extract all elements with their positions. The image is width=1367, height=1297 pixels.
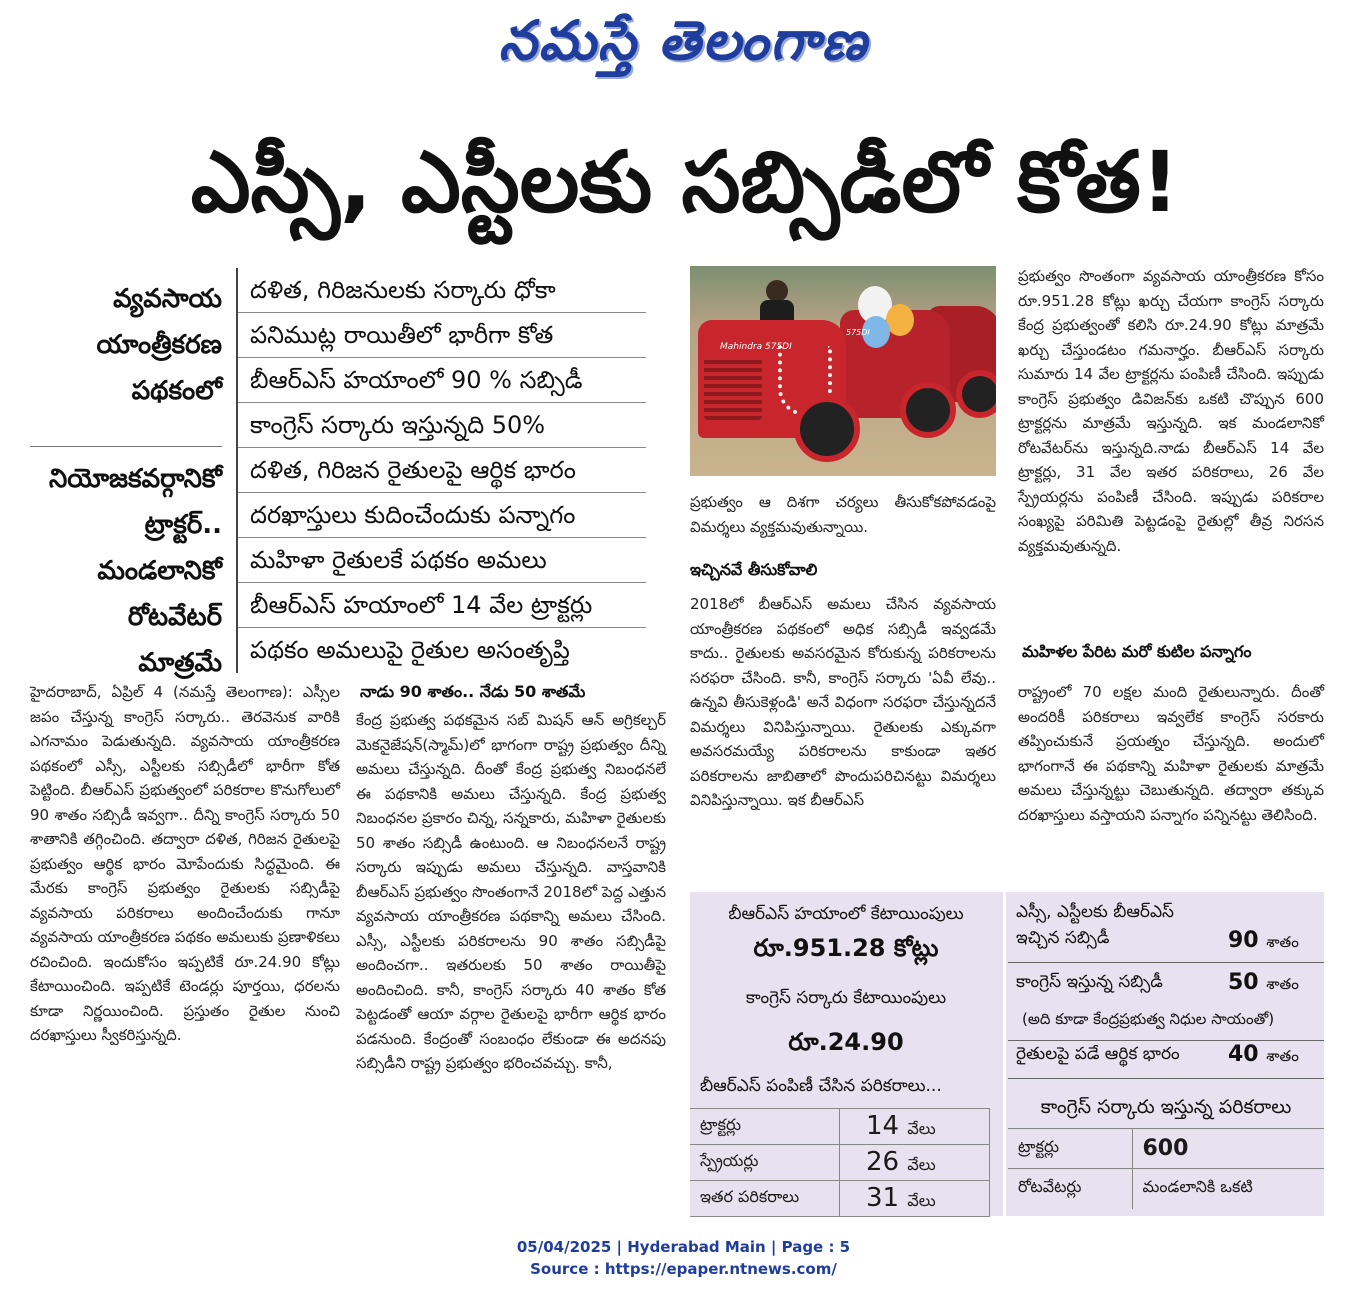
kicker-line: మండలానికో [97,556,222,586]
factbox-divider [1003,892,1006,1216]
subhead-mahilala: మహిళల పేరిట మరో కుటిల పన్నాగం [1022,642,1252,661]
brs-alloc-value: రూ.951.28 కోట్లు [753,934,939,962]
burden-percent [1228,1042,1299,1069]
brs-subsidy-percent [1228,928,1299,955]
highlight-item: దరఖాస్తులు కుదించేందుకు పన్నాగం [238,493,646,538]
equipment-unit: వేలు [907,1119,936,1138]
brs-alloc-label: బీఆర్ఎస్ హయాంలో కేటాయింపులు [728,904,964,924]
equipment-count-cell [840,1145,990,1181]
tractor-photo [690,266,996,476]
equipment-count-cell [840,1181,990,1217]
percent-unit: శాతం [1266,1047,1299,1065]
kicker-line: పథకంలో [131,376,222,406]
table-row [690,1181,990,1217]
highlight-item: పనిముట్ల రాయితీలో భారీగా కోత [238,313,646,358]
cong-alloc-label: కాంగ్రెస్ సర్కారు కేటాయింపులు [745,988,947,1008]
article-column-3: 2018లో బీఆర్ఎస్ అమలు చేసిన వ్యవసాయ యాంత్రీకరణ పథకంలో అధిక సబ్సిడీ ఇవ్వడమే కాదు.. రైతులకు అవసరమైన కోరుకున్న పరికరాలను సరఫరా చేసింది. కానీ, కాంగ్రెస్ సర్కారు 'ఏవీ లేవు.. ఉన్నవి తీసుకెళ్లండి' అనే విధంగా సరఫరా చేస్తున్నదనే విమర్శలు వినిపిస్తున్నాయి. రైతులకు ఎక్కువగా అవసరమయ్యే పరికరాలను కాకుండా ఇతర పరికరాలను జాబితాలో పొందుపరిచినట్టు విమర్శలు వినిపిస్తున్నాయి. ఇక బీఆర్ఎస్ [690,595,996,809]
percent-value: 50 [1228,970,1259,995]
percent-unit: శాతం [1266,933,1299,951]
photo-balloon [886,304,914,336]
factbox-left [690,892,1002,1216]
highlight-item: మహిళా రైతులకే పథకం అమలు [238,538,646,583]
factbox-right [1008,892,1324,1216]
equipment-name: ట్రాక్టర్లు [1008,1129,1132,1169]
kicker-line: రోటవేటర్ [127,602,222,632]
kicker-line: వ్యవసాయ [113,284,222,314]
table-row [690,1145,990,1181]
cong-equipment-label: కాంగ్రెస్ సర్కారు ఇస్తున్న పరికరాలు [1040,1096,1292,1118]
percent-value: 90 [1228,928,1259,953]
factbox [690,892,1324,1216]
photo-wheel [900,382,956,438]
highlight-item: దళిత, గిరిజనులకు సర్కారు ధోకా [238,268,646,313]
footer-date-edition: 05/04/2025 | Hyderabad Main | Page : 5 [516,1238,851,1256]
photo-tractor-grille [704,358,762,420]
footer [0,1236,1367,1280]
photo-wheel [956,370,996,418]
burden-label: రైతులపై పడే ఆర్థిక భారం [1016,1044,1180,1064]
highlight-item: బీఆర్ఎస్ హయాంలో 90 % సబ్సిడీ [238,358,646,403]
table-row [1008,1169,1324,1209]
highlight-item: కాంగ్రెస్ సర్కారు ఇస్తున్నది 50% [238,403,646,448]
equipment-count: 14 [866,1111,900,1141]
kicker-divider [30,446,222,447]
equipment-value: మండలానికి ఒకటి [1132,1169,1324,1209]
kicker-line: నియోజకవర్గానికో [49,464,222,494]
footer-source: Source : https://epaper.ntnews.com/ [530,1260,837,1278]
article-column-1: హైదరాబాద్, ఏప్రిల్ 4 (నమస్తే తెలంగాణ): ఎస్సీల జపం చేస్తున్న కాంగ్రెస్ సర్కారు.. తెరవెనుక వారికి ఎగనామం పెడుతున్నది. వ్యవసాయ యాంత్రీకరణ పథకంలో ఎస్సీ, ఎస్టీలకు సబ్సిడీలో భారీగా కోత పెట్టింది. బీఆర్ఎస్ ప్రభుత్వంలో పరికరాల కొనుగోలులో 90 శాతం సబ్సిడీ ఇవ్వగా.. దీన్ని కాంగ్రెస్ సర్కారు 50 శాతానికి తగ్గించింది. తద్వారా దళిత, గిరిజన రైతులపై ప్రభుత్వం ఆర్థిక భారం మోపేందుకు సిద్ధమైంది. ఈ మేరకు కాంగ్రెస్ ప్రభుత్వం రైతులకు సబ్సిడీపై వ్యవసాయ పరికరాలు అందించేందుకు గానూ వ్యవసాయ యాంత్రీకరణ పథకం అమలుకు ప్రణాళికలు రచించింది. ఇందుకోసం ఇప్పటికే రూ.24.90 కోట్లు కేటాయించింది. ఇప్పటికే టెండర్లు పూర్తయి, ధరలను కూడా నిర్ణయించింది. ప్రస్తుతం రైతుల నుంచి దరఖాస్తులు స్వీకరిస్తున్నది. [30,683,340,1044]
highlights-list [236,268,646,673]
article-column-2: కేంద్ర ప్రభుత్వ పథకమైన సబ్ మిషన్ ఆన్ అగ్రికల్చర్ మెకనైజేషన్(స్మామ్)లో భాగంగా రాష్ట్ర ప్రభుత్వం దీన్ని అమలు చేస్తున్నది. దీంతో కేంద్ర ప్రభుత్వ నిబంధనలే ఈ పథకానికి అమలు చేస్తున్నది. కేంద్ర ప్రభుత్వ నిబంధనల ప్రకారం చిన్న, సన్నకారు, మహిళా రైతులకు 50 శాతం సబ్సిడీ ఉంటుంది. ఆ నిబంధనలనే రాష్ట్ర సర్కారు ఇప్పుడు అమలు చేస్తున్నది. వాస్తవానికి బీఆర్ఎస్ ప్రభుత్వం సొంతంగానే 2018లో పెద్ద ఎత్తున వ్యవసాయ యాంత్రీకరణ పథకాన్ని అమలు చేసింది. ఎస్సీ, ఎస్టీలకు పరికరాలను 90 శాతం సబ్సిడీపై అందించగా.. ఇతరులకు 50 శాతం రాయితీపై అందించింది. కానీ, కాంగ్రెస్ సర్కారు 40 శాతం కోత పెట్టడంతో ఆయా వర్గాల రైతులపై భారీగా ఆర్థిక భారం పడనుంది. కేంద్రంతో సంబంధం లేకుండా ఈ అదనపు సబ్సిడీని రాష్ట్ర ప్రభుత్వం భరించవచ్చు. కానీ, [356,711,666,1072]
equipment-count-cell [840,1109,990,1145]
brs-subsidy-label: ఇచ్చిన సబ్సిడీ [1016,928,1110,948]
masthead-logo: నమస్తే తెలంగాణ [498,8,869,72]
kicker-line: ట్రాక్టర్.. [144,510,222,540]
table-row [690,1109,990,1145]
equipment-unit: వేలు [907,1191,936,1210]
equipment-count: 26 [866,1147,900,1177]
cong-alloc-value: రూ.24.90 [788,1028,904,1056]
article-column-5: రాష్ట్రంలో 70 లక్షల మంది రైతులున్నారు. దీంతో అందరికీ పరికరాలు ఇవ్వలేక కాంగ్రెస్ సరకారు తప్పించుకునే ప్రయత్నం చేస్తున్నది. అందులో భాగంగానే ఈ పథకాన్ని మహిళా రైతులకు మాత్రమే అమలు చేస్తున్నట్టు చెబుతున్నది. తద్వారా తక్కువ దరఖాస్తులు వస్తాయని పన్నాగం పన్నినట్టు తెలిసింది. [1018,683,1324,824]
highlight-item: బీఆర్ఎస్ హయాంలో 14 వేల ట్రాక్టర్లు [238,583,646,628]
highlight-item: దళిత, గిరిజన రైతులపై ఆర్థిక భారం [238,448,646,493]
subhead-ichhinave: ఇచ్చినవే తీసుకోవాలి [690,560,818,579]
percent-value: 40 [1228,1042,1259,1067]
table-row [1008,1129,1324,1169]
article-column-4: ప్రభుత్వం సొంతంగా వ్యవసాయ యాంత్రీకరణ కోసం రూ.951.28 కోట్లు ఖర్చు చేయగా కాంగ్రెస్ సర్కారు కేంద్ర ప్రభుత్వంతో కలిసి రూ.24.90 కోట్లు మాత్రమే ఖర్చు చేస్తుండటం గమనార్హం. బీఆర్ఎస్ సర్కారు సుమారు 14 వేల ట్రాక్టర్లను పంపిణీ చేసింది. ఇప్పుడు కాంగ్రెస్ ప్రభుత్వం డివిజన్‌కు ఒకటి చొప్పున 600 ట్రాక్టర్లను మాత్రమే ఇస్తున్నది. ఇక మండలానికో రోటవేటర్‌ను ఇస్తున్నది.నాడు బీఆర్ఎస్ 14 వేల ట్రాక్టర్లు, 31 వేల ఇతర పరికరాలు, 26 వేల స్ప్రేయర్లను పంపిణీ చేసింది. ఇప్పుడు పరికరాల సంఖ్యపై పరిమితి పెట్టడంపై రైతుల్లో తీవ్ర నిరసన వ్యక్తమవుతున్నది. [1018,267,1324,555]
cong-subsidy-percent [1228,970,1299,997]
kicker-first [30,276,222,414]
photo-tractor-badge: 575DI [846,328,870,337]
equipment-name: రోటవేటర్లు [1008,1169,1132,1209]
cong-subsidy-note: (అది కూడా కేంద్రప్రభుత్వ నిధుల సాయంతో) [1022,1010,1275,1028]
equipment-name: ఇతర పరికరాలు [690,1181,840,1217]
headline: ఎస్సీ, ఎస్టీలకు సబ్సిడీలో కోత! [190,133,1180,231]
equipment-unit: వేలు [907,1155,936,1174]
photo-wheel [794,396,860,462]
equipment-name: ట్రాక్టర్లు [690,1109,840,1145]
photo-person-head [766,280,788,302]
divider [1008,1078,1324,1079]
divider [1008,1040,1324,1041]
equipment-value: 600 [1132,1129,1324,1169]
brs-subsidy-label: ఎస్సీ, ఎస్టీలకు బీఆర్ఎస్ [1016,902,1174,922]
kicker-line: మాత్రమే [138,648,222,678]
highlight-item: పథకం అమలుపై రైతుల అసంతృప్తి [250,636,570,664]
equipment-name: స్ప్రేయర్లు [690,1145,840,1181]
cong-equipment-table [1008,1128,1324,1209]
divider [1008,962,1324,963]
brs-equipment-table [690,1108,990,1217]
equipment-count: 31 [866,1183,900,1213]
percent-unit: శాతం [1266,975,1299,993]
photo-tractor-badge: Mahindra 575DI [720,342,792,352]
cong-subsidy-label: కాంగ్రెస్ ఇస్తున్న సబ్సిడీ [1016,972,1163,992]
kicker-line: యాంత్రీకరణ [96,330,222,360]
photo-caption-continuation: ప్రభుత్వం ఆ దిశగా చర్యలు తీసుకోకపోవడంపై విమర్శలు వ్యక్తమవుతున్నాయి. [690,493,996,536]
kicker-second [30,456,222,686]
brs-equipment-label: బీఆర్ఎస్ పంపిణీ చేసిన పరికరాలు... [700,1076,942,1096]
subhead-90-50: నాడు 90 శాతం.. నేడు 50 శాతమే [360,682,586,701]
